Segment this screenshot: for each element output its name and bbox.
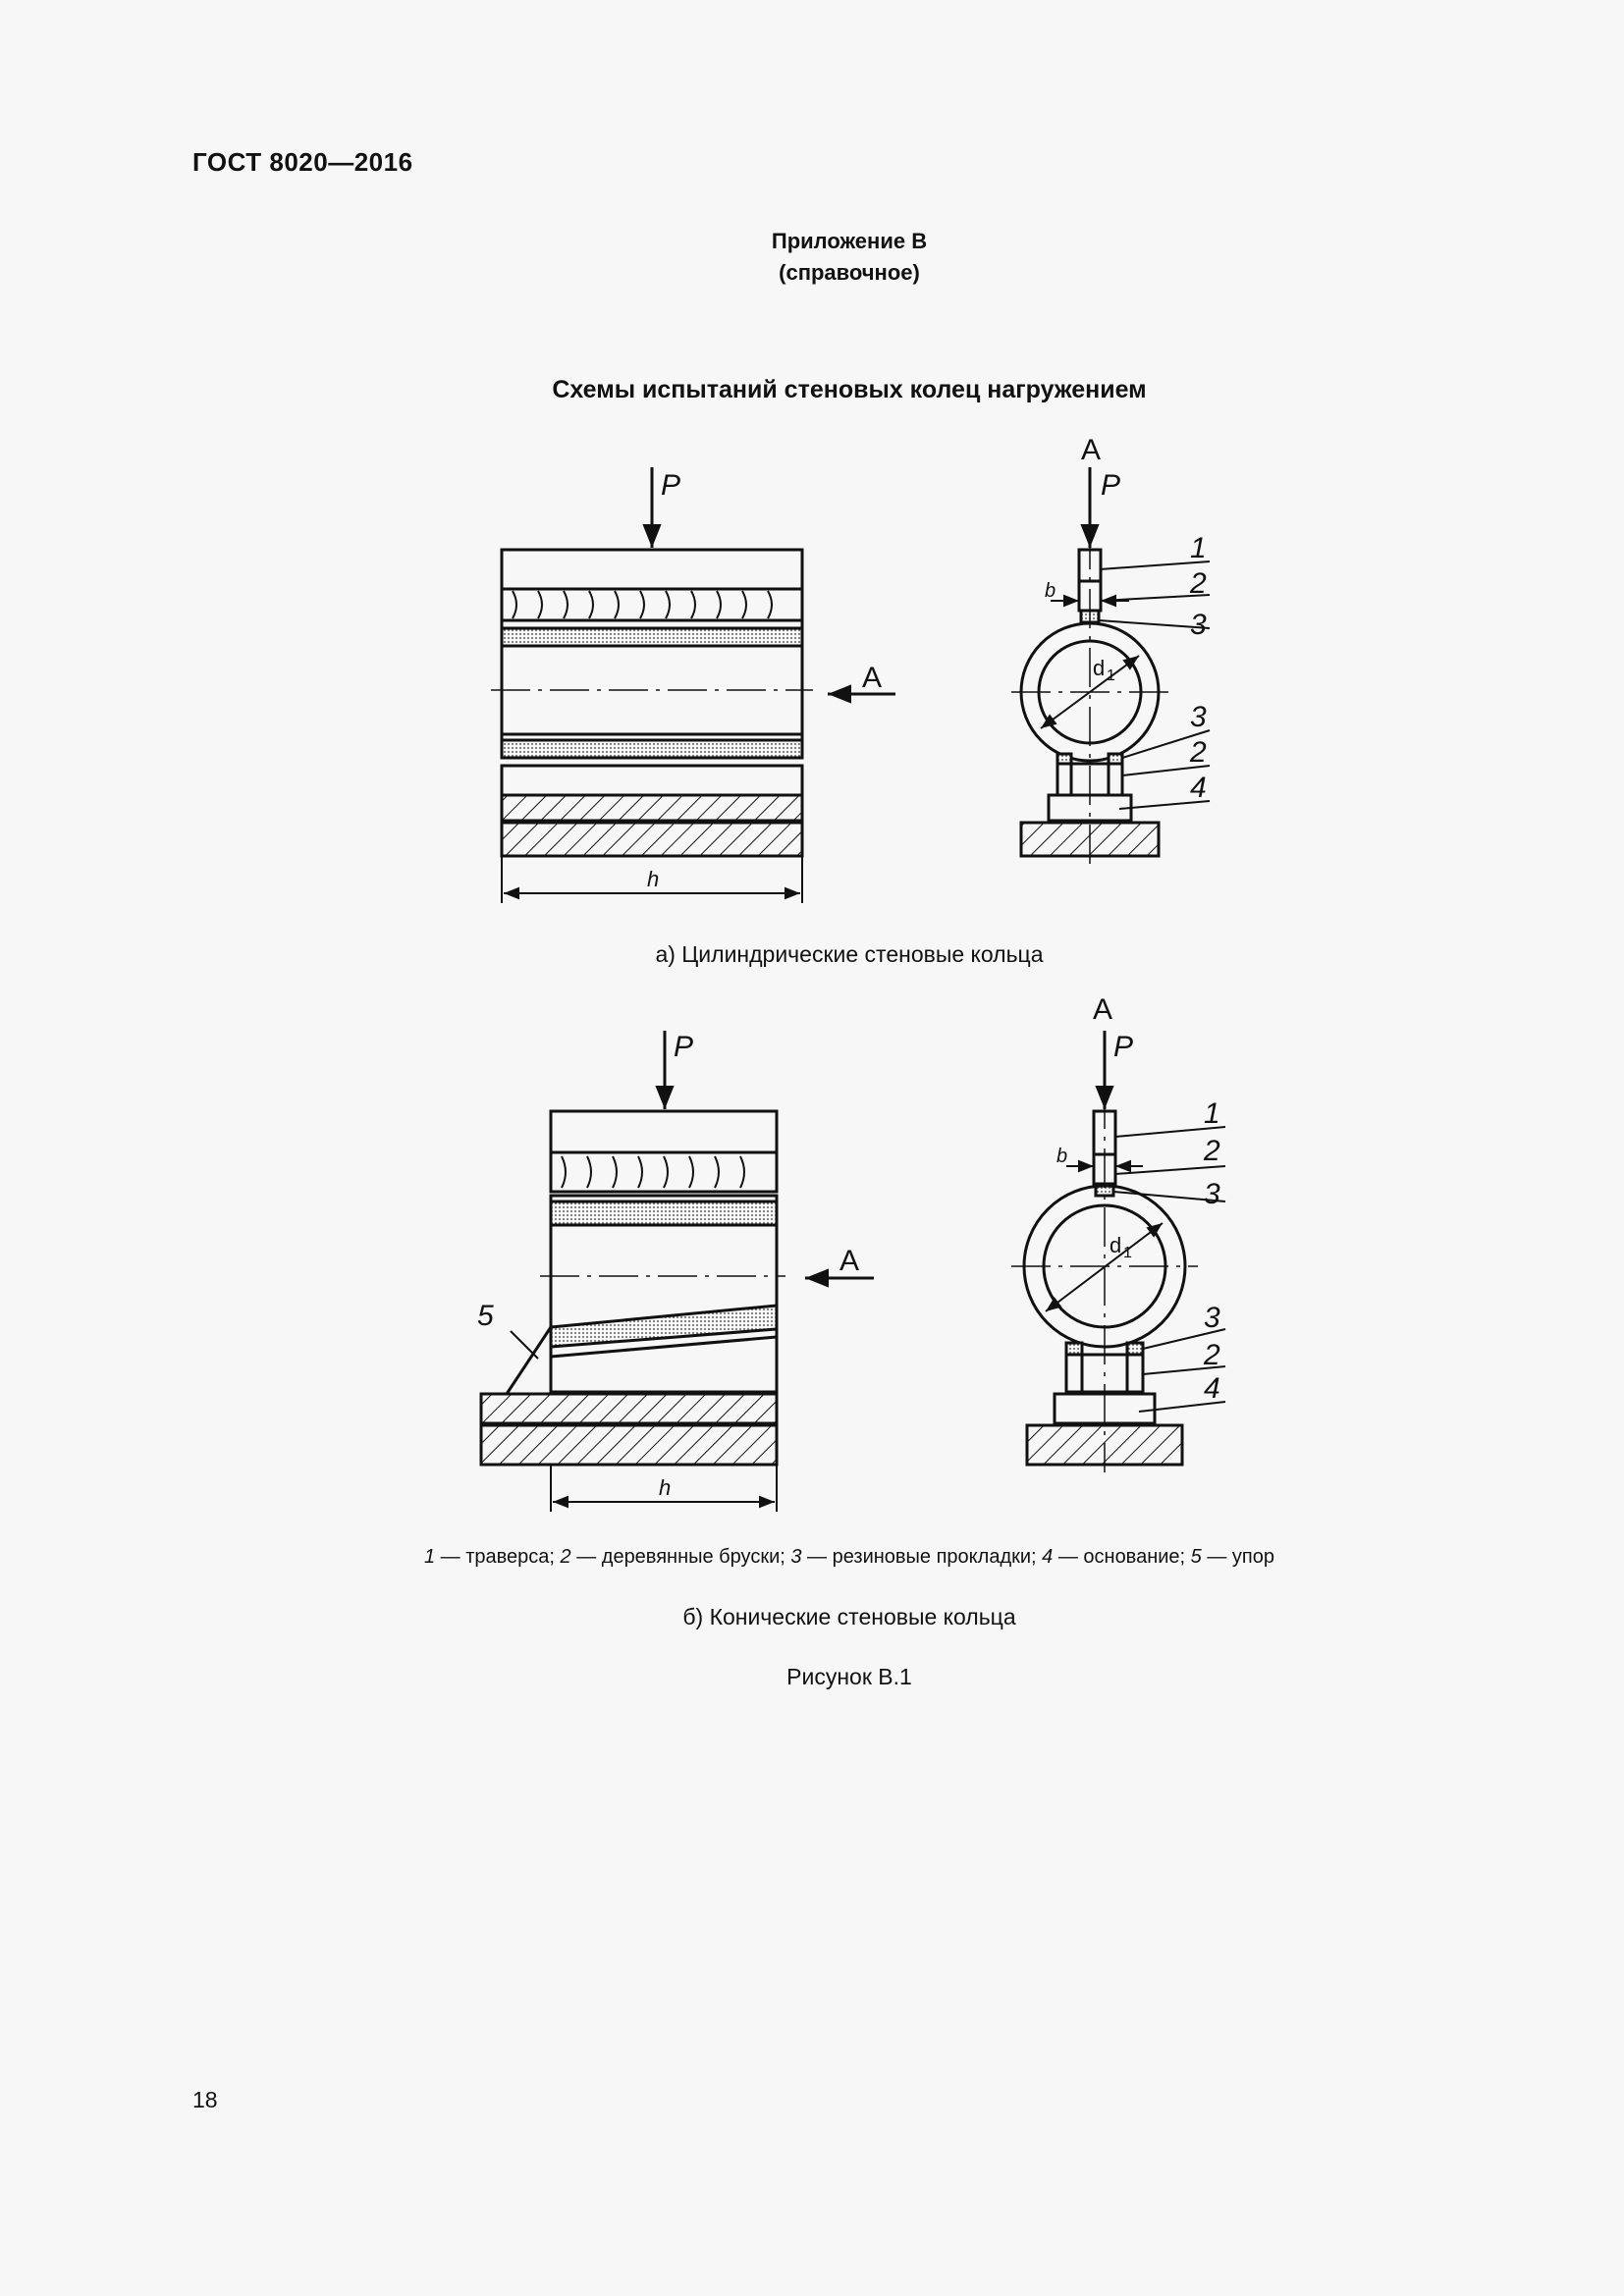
base bbox=[1027, 1425, 1182, 1465]
appendix-kind: (справочное) bbox=[779, 260, 920, 285]
legend-text: — траверса; bbox=[435, 1546, 561, 1568]
traverse bbox=[502, 550, 802, 589]
load-label-b1: P bbox=[674, 1031, 694, 1063]
page-number: 18 bbox=[192, 2087, 218, 2112]
base-plate bbox=[502, 795, 802, 821]
legend-num: 5 bbox=[1190, 1546, 1202, 1568]
legend-num: 4 bbox=[1042, 1546, 1054, 1568]
bar-left bbox=[1057, 764, 1071, 795]
diagram-a-side-view bbox=[491, 467, 895, 903]
appendix-title: Приложение В bbox=[771, 229, 928, 253]
diagram-b-side-view bbox=[481, 1031, 874, 1512]
bar-grain bbox=[513, 591, 772, 618]
load-label-b2: P bbox=[1113, 1031, 1134, 1063]
traverse bbox=[551, 1111, 777, 1152]
callout-b-3: 3 bbox=[1204, 1178, 1220, 1210]
stop-label-5: 5 bbox=[477, 1300, 494, 1332]
callout-a-2b: 2 bbox=[1190, 736, 1207, 769]
callout-b-2: 2 bbox=[1204, 1135, 1220, 1167]
callout-a-2: 2 bbox=[1190, 567, 1207, 600]
view-label-a2: A bbox=[1081, 434, 1102, 466]
base bbox=[502, 823, 802, 856]
callout-b-4: 4 bbox=[1204, 1372, 1220, 1405]
bar-right bbox=[1109, 764, 1122, 795]
legend-num: 2 bbox=[560, 1546, 571, 1568]
callout-a-3b: 3 bbox=[1190, 701, 1207, 733]
legend-text: — упор bbox=[1201, 1546, 1274, 1568]
bar-grain bbox=[562, 1156, 744, 1188]
figure-caption: Рисунок В.1 bbox=[786, 1664, 912, 1689]
bar-left bbox=[1066, 1355, 1082, 1392]
dimension-h-label-a: h bbox=[647, 867, 660, 891]
callout-b-2b: 2 bbox=[1204, 1339, 1220, 1371]
base-plate bbox=[481, 1394, 777, 1423]
dimension-h-label-b: h bbox=[659, 1475, 672, 1500]
view-label-a1: A bbox=[862, 662, 883, 694]
diameter-label-a: d bbox=[1093, 656, 1106, 680]
legend-text: — основание; bbox=[1053, 1546, 1191, 1568]
stop-support bbox=[507, 1327, 551, 1394]
legend-text: — деревянные бруски; bbox=[570, 1546, 791, 1568]
wooden-bar-bottom bbox=[502, 766, 802, 795]
legend-text: — резиновые прокладки; bbox=[801, 1546, 1043, 1568]
section-title: Схемы испытаний стеновых колец нагружением bbox=[552, 376, 1147, 403]
width-label-a: b bbox=[1045, 580, 1056, 602]
bar-right bbox=[1127, 1355, 1143, 1392]
base bbox=[1021, 823, 1159, 856]
base bbox=[481, 1425, 777, 1465]
callout-a-3: 3 bbox=[1190, 609, 1207, 641]
load-label-a2: P bbox=[1101, 469, 1121, 502]
view-label-b1: A bbox=[839, 1245, 860, 1277]
view-label-b2: A bbox=[1093, 993, 1113, 1026]
rubber-gasket-top bbox=[551, 1201, 777, 1225]
width-label-b: b bbox=[1056, 1146, 1068, 1167]
diagram-a-front-view bbox=[1011, 467, 1210, 864]
caption-a: а) Цилиндрические стеновые кольца bbox=[655, 941, 1044, 967]
document-code: ГОСТ 8020—2016 bbox=[192, 147, 413, 177]
diameter-label-b: d bbox=[1110, 1233, 1122, 1257]
callout-b-3b: 3 bbox=[1204, 1302, 1220, 1334]
diameter-sub-b: 1 bbox=[1123, 1245, 1132, 1261]
legend bbox=[0, 1546, 1624, 1569]
caption-b: б) Конические стеновые кольца bbox=[682, 1604, 1016, 1629]
callout-a-1: 1 bbox=[1190, 532, 1207, 564]
diameter-sub-a: 1 bbox=[1107, 667, 1115, 684]
load-label-a1: P bbox=[661, 469, 681, 502]
legend-num: 3 bbox=[790, 1546, 802, 1568]
callout-a-4: 4 bbox=[1190, 772, 1207, 804]
callout-b-1: 1 bbox=[1204, 1097, 1220, 1130]
rubber-gasket-bottom bbox=[502, 740, 802, 758]
rubber-gasket-top bbox=[502, 628, 802, 646]
legend-num: 1 bbox=[424, 1546, 436, 1568]
wooden-bar bbox=[502, 589, 802, 620]
